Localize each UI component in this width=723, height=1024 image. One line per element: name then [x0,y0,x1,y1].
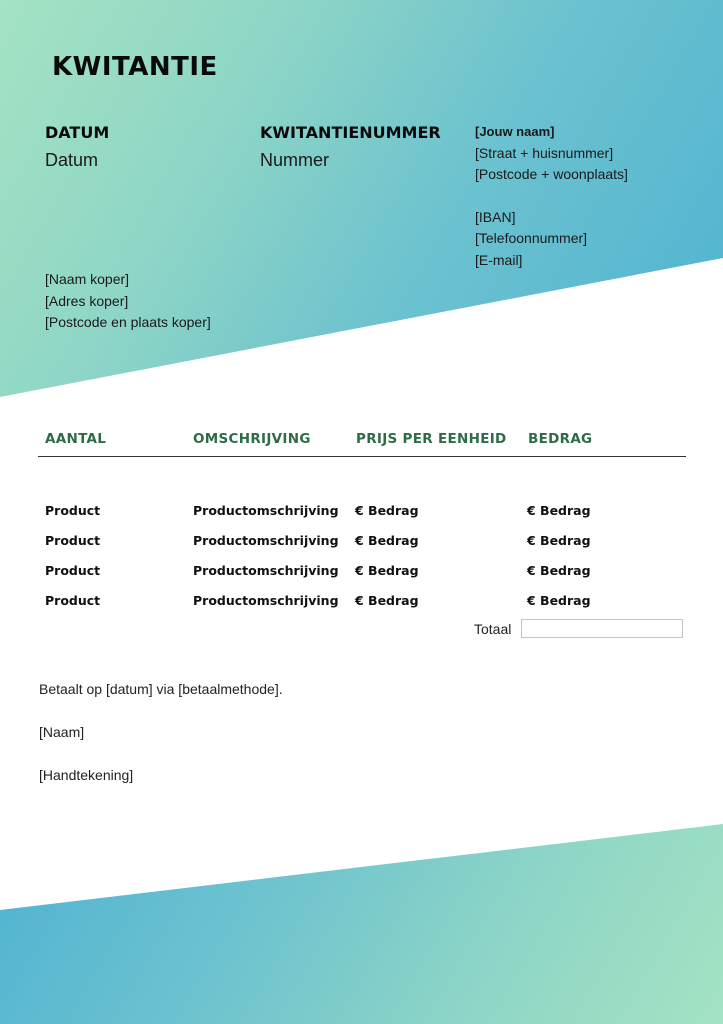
row-amount[interactable]: € Bedrag [527,593,591,608]
row-unit-price[interactable]: € Bedrag [355,563,419,578]
total-field[interactable] [521,619,683,638]
receipt-number-value[interactable]: Nummer [260,150,330,170]
row-quantity[interactable]: Product [45,533,101,548]
column-header-amount: BEDRAG [528,431,593,447]
seller-street[interactable]: [Straat + huisnummer] [475,144,614,161]
seller-postcode-city[interactable]: [Postcode + woonplaats] [475,166,628,182]
row-unit-price[interactable]: € Bedrag [355,503,419,518]
seller-details [475,121,628,271]
signer-name[interactable]: [Naam] [39,724,85,740]
table-row [0,503,723,523]
row-amount[interactable]: € Bedrag [527,503,591,518]
buyer-address[interactable]: [Adres koper] [45,292,129,309]
row-description[interactable]: Productomschrijving [193,563,339,578]
row-quantity[interactable]: Product [45,593,101,608]
signature-field[interactable]: [Handtekening] [39,767,134,783]
row-description[interactable]: Productomschrijving [193,593,339,608]
footer-gradient-background [0,820,723,1024]
document-title: KWITANTIE [52,52,218,82]
column-header-description: OMSCHRIJVING [193,431,311,447]
row-description[interactable]: Productomschrijving [193,533,339,548]
row-amount[interactable]: € Bedrag [527,563,591,578]
table-header-divider [38,456,686,457]
row-quantity[interactable]: Product [45,503,101,518]
seller-iban[interactable]: [IBAN] [475,208,516,225]
seller-phone[interactable]: [Telefoonnummer] [475,230,588,246]
buyer-name[interactable]: [Naam koper] [45,271,130,287]
row-unit-price[interactable]: € Bedrag [355,533,419,548]
receipt-number-label: KWITANTIENUMMER [260,123,441,142]
row-unit-price[interactable]: € Bedrag [355,593,419,608]
buyer-postcode-city[interactable]: [Postcode en plaats koper] [45,314,211,330]
row-description[interactable]: Productomschrijving [193,503,339,518]
table-row [0,563,723,583]
date-value[interactable]: Datum [45,150,99,170]
seller-name[interactable]: [Jouw naam] [475,124,555,139]
total-label: Totaal [474,621,512,637]
row-amount[interactable]: € Bedrag [527,533,591,548]
table-row [0,593,723,613]
row-quantity[interactable]: Product [45,563,101,578]
buyer-details [45,269,211,334]
column-header-quantity: AANTAL [45,431,107,447]
date-label: DATUM [45,123,110,142]
column-header-unit-price: PRIJS PER EENHEID [356,431,507,447]
payment-note[interactable]: Betaalt op [datum] via [betaalmethode]. [39,681,283,697]
seller-email[interactable]: [E-mail] [475,251,523,268]
table-row [0,533,723,553]
